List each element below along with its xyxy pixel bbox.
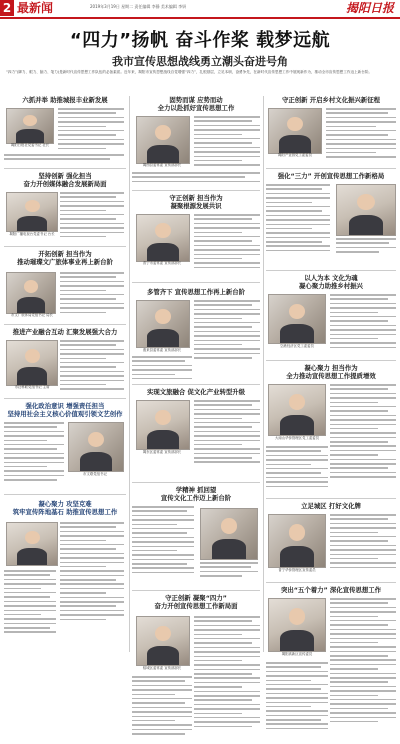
portrait-photo bbox=[200, 508, 258, 560]
article-text bbox=[60, 192, 124, 240]
article-text bbox=[132, 356, 192, 386]
newspaper-logo: 揭阳日报 bbox=[345, 1, 394, 15]
article-title: 推进产业融合互动 汇聚发展强大合力 bbox=[12, 328, 118, 336]
photo-caption: 大南山华侨管理区党工委委员 bbox=[274, 436, 320, 440]
portrait-photo bbox=[268, 384, 326, 436]
divider bbox=[4, 246, 126, 247]
article-title: 以人为本 文化为魂 凝心聚力助推乡村振兴 bbox=[299, 274, 363, 290]
photo-caption: 揭西县委常委 宣传部部长 bbox=[142, 163, 182, 167]
photo-caption: 揭阳日报社党委书记 社长 bbox=[10, 143, 50, 147]
article-title: 开拓创新 担当作为 推动璀璨文广旅体事业再上新台阶 bbox=[17, 250, 113, 266]
article-title: 强化“三力” 开创宣传思想工作新格局 bbox=[277, 172, 385, 180]
article bbox=[266, 96, 396, 157]
article-title: 守正创新 凝聚“四力” 奋力开创宣传思想工作新局面 bbox=[154, 594, 238, 610]
article-text bbox=[60, 272, 124, 320]
divider bbox=[132, 590, 260, 591]
article-title: 立足城区 打好文化牌 bbox=[301, 502, 361, 510]
article bbox=[132, 96, 260, 167]
photo-caption: 普宁市委常委 宣传部部长 bbox=[142, 261, 182, 265]
section-title: 最新闻 bbox=[17, 1, 54, 15]
sub-headline: 我市宣传思想战线勇立潮头奋进号角 bbox=[112, 55, 288, 68]
divider bbox=[132, 282, 260, 283]
portrait-photo bbox=[268, 598, 326, 652]
article-text bbox=[330, 514, 396, 578]
divider bbox=[266, 168, 396, 169]
article bbox=[266, 274, 396, 348]
article-text bbox=[132, 172, 260, 186]
page-header bbox=[0, 0, 400, 16]
article-text bbox=[4, 570, 56, 650]
article bbox=[266, 586, 396, 656]
article-text bbox=[330, 598, 396, 744]
photo-caption: 惠来县委常委 宣传部部长 bbox=[142, 348, 182, 352]
article-title: 凝心聚力 攻坚克难 筑牢宣传阵地基石 助推宣传思想工作 bbox=[12, 500, 118, 516]
article-text bbox=[4, 154, 124, 160]
article-title: 六抓并举 助推城报丰业新发展 bbox=[22, 96, 108, 104]
portrait-photo bbox=[268, 294, 326, 344]
portrait-photo bbox=[6, 108, 54, 144]
article-title: 固势而谋 应势而动 全力以赴抓好宣传思想工作 bbox=[157, 96, 235, 112]
divider bbox=[266, 498, 396, 499]
divider bbox=[266, 582, 396, 583]
portrait-photo bbox=[136, 300, 190, 348]
column-divider bbox=[263, 96, 264, 652]
photo-caption: 市文联党组书记 bbox=[83, 472, 107, 476]
article bbox=[4, 250, 126, 317]
divider bbox=[4, 168, 126, 169]
portrait-photo bbox=[136, 616, 190, 666]
divider bbox=[132, 384, 260, 385]
photo-caption: 空港经济区党工委委员 bbox=[280, 344, 314, 348]
article bbox=[266, 364, 396, 440]
article-text bbox=[330, 384, 396, 494]
article-text bbox=[326, 108, 396, 162]
article-text bbox=[194, 214, 260, 274]
article bbox=[132, 388, 260, 454]
article-text bbox=[58, 108, 124, 152]
divider bbox=[4, 494, 126, 495]
article bbox=[4, 328, 126, 389]
article bbox=[4, 402, 126, 476]
article-title: 凝心聚力 担当作为 全力推动宣传思想工作提质增效 bbox=[286, 364, 376, 380]
article-title: 学精神 抓回望 宣传文化工作迈上新台阶 bbox=[160, 486, 232, 502]
portrait-photo bbox=[268, 514, 326, 568]
portrait-photo bbox=[6, 192, 58, 232]
portrait-photo bbox=[268, 108, 322, 154]
article-text bbox=[266, 184, 330, 262]
article-text bbox=[194, 116, 260, 170]
article bbox=[132, 486, 260, 502]
article-text bbox=[194, 300, 260, 366]
divider bbox=[4, 324, 126, 325]
article-text bbox=[60, 522, 124, 632]
divider bbox=[4, 398, 126, 399]
article-text bbox=[194, 616, 260, 744]
header-rule bbox=[0, 17, 400, 19]
article-text bbox=[194, 400, 260, 472]
portrait-photo bbox=[136, 214, 190, 262]
divider bbox=[132, 190, 260, 191]
photo-caption: 普宁华侨管理区宣传委员 bbox=[278, 568, 316, 572]
photo-caption: 市文广旅体局党组书记 局长 bbox=[11, 313, 53, 317]
article-text bbox=[60, 340, 124, 392]
article-text bbox=[330, 294, 396, 356]
article bbox=[4, 500, 126, 516]
portrait-photo bbox=[6, 522, 58, 566]
article-text bbox=[132, 676, 192, 744]
photo-caption: 揭阳广播电视台党委书记 台长 bbox=[9, 232, 55, 236]
page-number: 2 bbox=[0, 0, 14, 16]
article bbox=[132, 194, 260, 265]
article-text bbox=[266, 662, 328, 742]
article-title: 守正创新 担当作为 凝聚根源发展共识 bbox=[169, 194, 223, 210]
photo-caption: 榕城区委常委 宣传部部长 bbox=[142, 666, 182, 670]
article-text bbox=[200, 562, 258, 586]
article-title: 坚持创新 强化担当 奋力开创媒体融合发展新局面 bbox=[23, 172, 107, 188]
column-divider bbox=[129, 96, 130, 652]
article bbox=[4, 96, 126, 147]
article-text bbox=[4, 422, 64, 486]
article bbox=[266, 502, 396, 572]
photo-caption: 揭阳产业园党工委委员 bbox=[278, 153, 312, 157]
main-headline: “四力”扬帆 奋斗作桨 载梦远航 bbox=[69, 30, 331, 51]
photo-caption: 揭东区委常委 宣传部部长 bbox=[142, 450, 182, 454]
article-text bbox=[336, 238, 396, 262]
divider bbox=[266, 270, 396, 271]
date-line: 2019年3月19日 星期二 责任编辑 李静 美术编辑 李妍 bbox=[90, 4, 187, 9]
article-title: 多管齐下 宣传思想工作再上新台阶 bbox=[146, 288, 246, 296]
portrait-photo bbox=[68, 422, 124, 472]
article-title: 强化政治意识 增强责任担当 坚持用社会主义核心价值观引领文艺创作 bbox=[7, 402, 123, 418]
article-text bbox=[266, 446, 328, 494]
article-text bbox=[132, 506, 194, 586]
portrait-photo bbox=[6, 272, 56, 314]
portrait-photo bbox=[336, 184, 396, 236]
portrait-photo bbox=[6, 340, 58, 386]
photo-caption: 揭阳高新区宣传委员 bbox=[281, 652, 313, 656]
lead-paragraph: “四力”(脚力、眼力、脑力、笔力)是新时代宣传思想工作队伍的必备素质。近年来，揭阳市宣传思想战线自觉增强“四力”，扎根基层，立足本职，奋勇争先，在新时代宣传思想工作中展现新作为，推动全市宣传思想工作迈上新台阶。 bbox=[6, 70, 373, 74]
article-title: 实现文旅融合 促文化产业转型升级 bbox=[146, 388, 246, 396]
photo-caption: 市社科联党组书记 主席 bbox=[14, 385, 50, 389]
article bbox=[132, 288, 260, 352]
article bbox=[132, 594, 260, 670]
divider bbox=[132, 482, 260, 483]
portrait-photo bbox=[136, 400, 190, 450]
divider bbox=[266, 360, 396, 361]
article-title: 守正创新 开启乡村文化振兴新征程 bbox=[281, 96, 381, 104]
article-title: 突出“五个着力” 深化宣传思想工作 bbox=[280, 586, 382, 594]
portrait-photo bbox=[136, 116, 190, 164]
article bbox=[4, 172, 126, 236]
article bbox=[266, 172, 396, 180]
